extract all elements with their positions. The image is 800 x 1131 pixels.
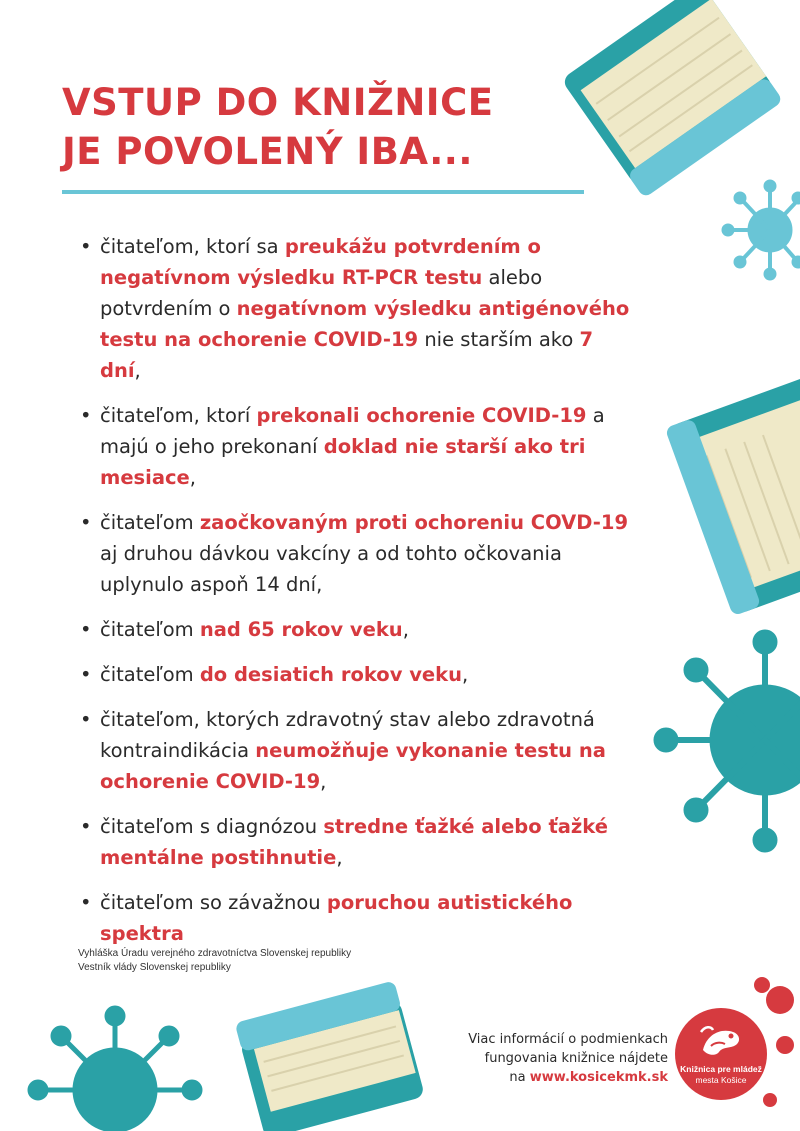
virus-icon [654,630,800,852]
item-text: alebo potvrdením o [100,266,543,320]
list-item [74,887,634,949]
book-icon [235,980,425,1131]
logo-bird-icon [699,1022,743,1060]
virus-icon [28,1006,202,1131]
item-highlight: neumožňuje vykonanie testu na ochorenie COVID-19 [100,739,606,793]
item-text: aj druhou dávkou vakcíny a od tohto očkovania uplynulo aspoň 14 dní, [100,542,562,596]
item-highlight: poruchou autistického spektra [100,891,573,945]
list-item [74,614,634,645]
item-text: nie starším ako [418,328,580,351]
item-text: , [461,663,469,686]
item-text: čitateľom so závažnou [100,891,327,914]
item-highlight: stredne ťažké alebo ťažké mentálne postihnutie [100,815,608,869]
title-underline [62,190,584,194]
list-item [74,659,634,690]
list-item [74,507,634,600]
item-text: čitateľom [100,618,200,641]
item-text: , [134,359,141,382]
logo-text-line-2: mesta Košice [695,1075,747,1085]
item-text: čitateľom [100,663,200,686]
virus-icon [722,180,800,280]
page-title [62,78,494,176]
title-line-2: JE POVOLENÝ IBA... [62,130,473,173]
book-icon [665,375,800,616]
item-text: čitateľom [100,511,200,534]
item-text: , [320,770,327,793]
list-item [74,231,634,386]
bullet: • [80,891,92,914]
item-highlight: prekonali ochorenie COVID-19 [256,404,587,427]
item-highlight: nad 65 rokov veku [199,618,403,641]
item-text: čitateľom, ktorí sa [100,235,285,258]
item-text: , [402,618,409,641]
item-text: čitateľom s diagnózou [100,815,324,838]
item-text: , [189,466,196,489]
sources [78,947,351,975]
info-line: Viac informácií o podmienkach [468,1032,668,1047]
item-text: čitateľom, ktorých zdravotný stav alebo zdravotná kontraindikácia [100,708,595,762]
logo-text-line-1: Knižnica pre mládež [680,1064,762,1074]
info-line: fungovania knižnice nájdete [484,1051,668,1066]
bullet: • [80,663,92,686]
book-icon [561,0,783,198]
list-item [74,400,634,493]
item-text: , [336,846,343,869]
bullet: • [80,708,92,731]
item-highlight: doklad nie starší ako tri mesiace [100,435,586,489]
source-line: Vyhláška Úradu verejného zdravotníctva Slovenskej republiky [78,948,352,959]
bullet: • [80,815,92,838]
info-block [468,1030,668,1087]
item-highlight: 7 dní [100,328,594,382]
list-item [74,704,634,797]
bullet: • [80,235,92,258]
conditions-list [74,231,634,963]
bullet: • [80,404,92,427]
item-highlight: do desiatich rokov veku [199,663,462,686]
item-text: čitateľom, ktorí [100,404,257,427]
item-highlight: negatívnom výsledku antigénového testu na ochorenie COVID-19 [100,297,630,351]
bullet: • [80,618,92,641]
source-line: Vestník vlády Slovenskej republiky [78,962,231,973]
info-prefix: na [509,1070,530,1085]
bullet: • [80,511,92,534]
item-text: a majú o jeho prekonaní [100,404,605,458]
title-line-1: VSTUP DO KNIŽNICE [62,81,494,124]
list-item [74,811,634,873]
website-link[interactable]: www.kosicekmk.sk [529,1070,668,1085]
library-logo [675,1008,767,1100]
info-line [468,1068,668,1087]
item-highlight: preukážu potvrdením o negatívnom výsledku RT-PCR testu [100,235,541,289]
item-highlight: zaočkovaným proti ochoreniu COVD-19 [199,511,629,534]
